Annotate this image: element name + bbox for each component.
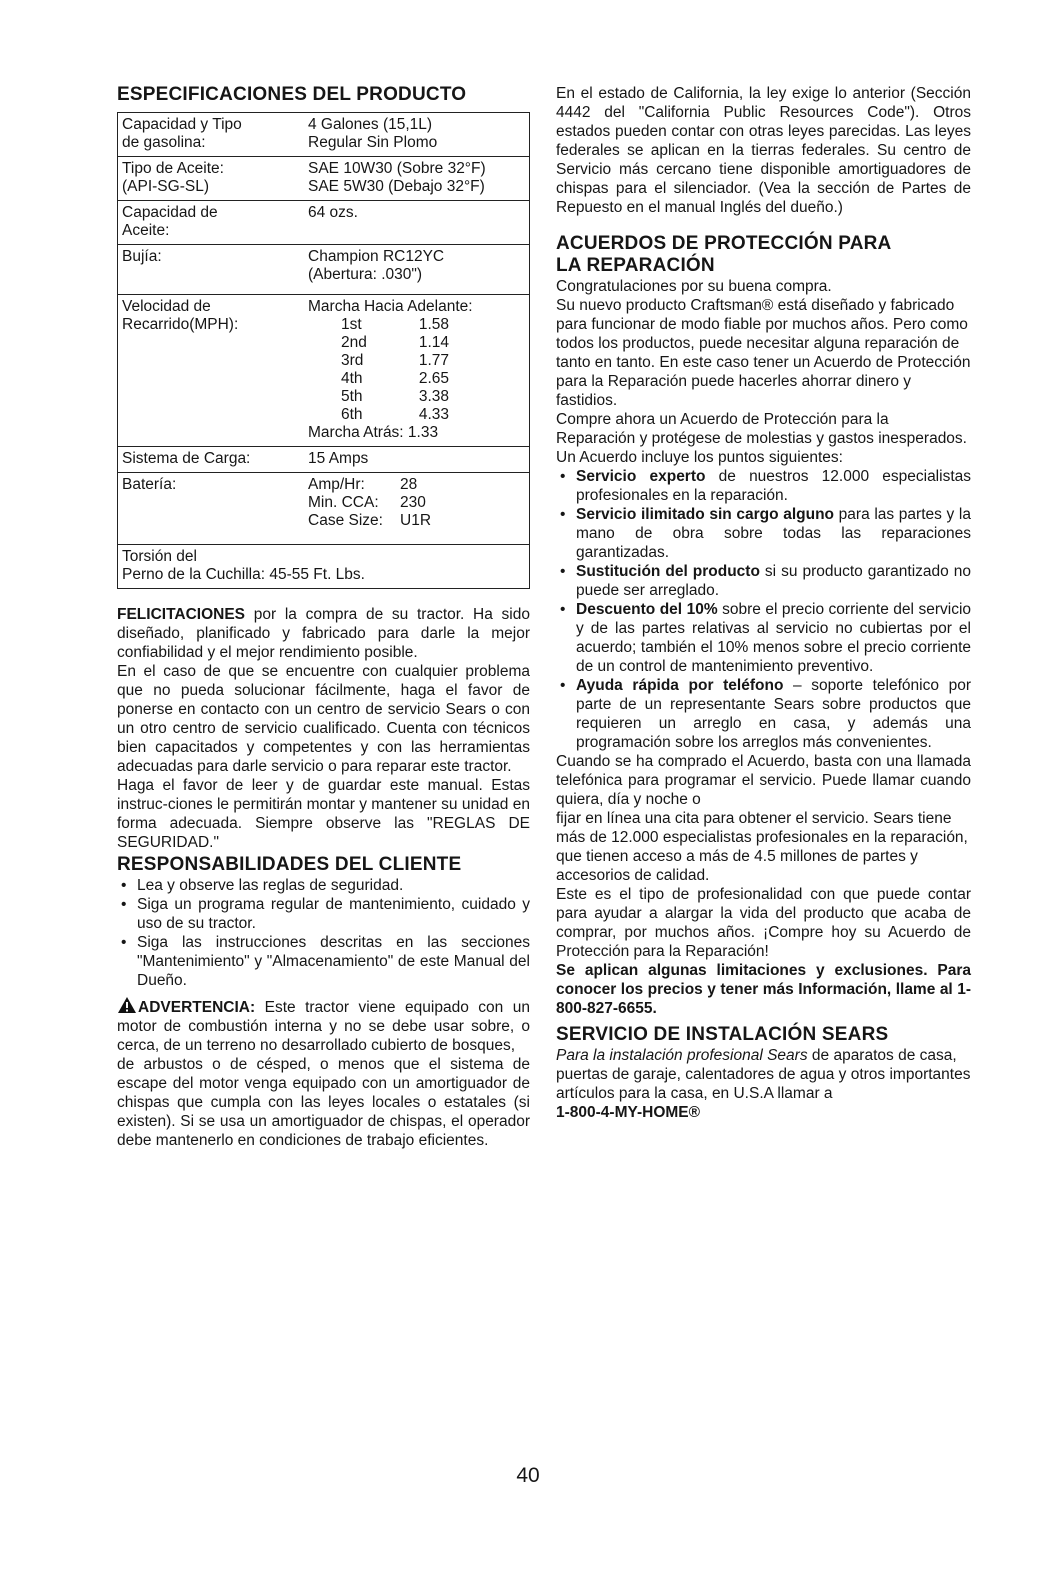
includes-line: Un Acuerdo incluye los puntos siguientes: (556, 449, 843, 466)
spec-row-battery: Batería: Amp/Hr: 28 Min. CCA: 230 Case Size: U1R (118, 473, 530, 545)
spec-row-speed: Velocidad de Recarrido(MPH): Marcha Hacia Adelante: 1st 1.58 2nd 1.14 3rd 1.77 4th 2.65 5th 3.38 6th 4.33 Marcha Atrás: 1.33 (118, 295, 530, 447)
craftsman-paragraph: Su nuevo producto Craftsman® está diseñado y fabricado para funcionar de modo fiable por muchos años. Pero como todos los productos, puede necesitar alguna reparación de tanto en tanto. En este caso tener un Acuerdo de Protección para la Reparación puede hacerles ahorrar dinero y fastidios. (556, 297, 971, 409)
gear-list: 1st 1.58 2nd 1.14 3rd 1.77 4th 2.65 5th 3.38 6th 4.33 (341, 316, 449, 423)
spec-row-torque: Torsión del Perno de la Cuchilla: 45-55 Ft. Lbs. (118, 545, 530, 589)
reverse-speed: Marcha Atrás: 1.33 (308, 424, 439, 441)
list-item: • Siga un programa regular de mantenimiento, cuidado y uso de su tractor. (117, 895, 530, 933)
spec-row-spark-plug: Bujía: Champion RC12YC (Abertura: .030") (118, 245, 530, 295)
spec-row-oil-capacity: Capacidad de Aceite: 64 ozs. (118, 201, 530, 245)
spec-row-charging: Sistema de Carga: 15 Amps (118, 447, 530, 473)
spec-row-oil-type: Tipo de Aceite: (API-SG-SL) SAE 10W30 (Sobre 32°F) SAE 5W30 (Debajo 32°F) (118, 157, 530, 201)
responsibilities-title: RESPONSABILIDADES DEL CLIENTE (117, 854, 462, 875)
online-paragraph: fijar en línea una cita para obtener el servicio. Sears tiene más de 12.000 especialistas profesionales en la reparación, que tienen acceso a más de 4.5 millones de partes y accesorios de calidad. (556, 810, 968, 884)
installation-title: SERVICIO DE INSTALACIÓN SEARS (556, 1024, 889, 1045)
california-paragraph: En el estado de California, la ley exige lo anterior (Sección 4442 del "California Public Resources Code"). Otros estados pueden contar con otras leyes parecidas. Las leyes federales se aplican en la tierras federales. Su centro de Servicio más cercano tiene disponible amortiguadores de chispas para el silenciador. (Vea la sección de Partes de Repuesto en el manual Inglés del dueño.) (556, 85, 971, 216)
agreement-points (556, 467, 971, 752)
list-item: • Sustitución del producto si su producto garantizado no puede ser arreglado. (556, 562, 971, 600)
service-paragraph: En el caso de que se encuentre con cualquier problema que no pueda solucionar fácilmente, haga el favor de ponerse en contacto con un centro de servicio Sears o con un otro centro de servicio cualificado. Cuenta con técnicos bien capacitados y competentes y con las herramientas adecuadas para darle servicio o para reparar este tractor. (117, 663, 530, 775)
responsibilities-list (117, 876, 530, 990)
call-paragraph: Cuando se ha comprado el Acuerdo, basta con una llamada telefónica para programar el servicio. Puede llamar cuando quiera, día y noche o (556, 753, 971, 808)
specs-title: ESPECIFICACIONES DEL PRODUCTO (117, 84, 467, 105)
battery-specs: Amp/Hr: 28 Min. CCA: 230 Case Size: U1R (308, 476, 432, 529)
forward-speed-header: Marcha Hacia Adelante: (308, 298, 473, 315)
list-item: • Lea y observe las reglas de seguridad. (117, 876, 530, 895)
list-item: • Servicio experto de nuestros 12.000 especialistas profesionales en la reparación. (556, 467, 971, 505)
manual-paragraph: Haga el favor de leer y de guardar este manual. Estas instruc-ciones le permitirán montar y mantener su unidad en forma adecuada. Siempre observe las "REGLAS DE SEGURIDAD." (117, 777, 530, 851)
installation-paragraph: Para la instalación profesional Sears de aparatos de casa, puertas de garaje, calentadores de agua y otros importantes (556, 1047, 971, 1083)
list-item: • Siga las instrucciones descritas en las secciones "Mantenimiento" y "Almacenamiento" de este Manual del Dueño. (117, 933, 530, 990)
list-item: • Ayuda rápida por teléfono – soporte telefónico por parte de un representante Sears sobre productos que requieren un arreglo en casa, y además una programación sobre los arreglos más convenientes. (556, 676, 971, 752)
buy-now-paragraph: Compre ahora un Acuerdo de Protección para la Reparación y protégese de molestias y gastos inesperados. (556, 411, 967, 447)
warning-triangle-icon (117, 996, 137, 1014)
left-column (117, 84, 530, 1150)
list-item: • Descuento del 10% sobre el precio corriente del servicio y de las partes relativas al servicio no cubiertas por el acuerdo; también el 10% menos sobre el precio corriente de un control de mantenimiento preventivo. (556, 600, 971, 676)
installation-call-line: artículos para la casa, en U.S.A llamar a (556, 1085, 833, 1102)
professional-paragraph: Este es el tipo de profesionalidad con que puede contar para ayudar a alargar la vida del producto que acaba de comprar, por muchos años. ¡Compre hoy su Acuerdo de Protección para la Reparación! (556, 886, 971, 960)
warning-paragraph: ADVERTENCIA: Este tractor viene equipado con un motor de combustión interna y no se debe usar sobre, o cerca, de un terreno no desarrollado cubierto de bosques, (117, 996, 530, 1055)
felicitaciones-paragraph: FELICITACIONES por la compra de su tractor. Ha sido diseñado, planificado y fabricado para darle la mejor confiabilidad y el mejor rendimiento posible. (117, 606, 530, 661)
congrats-line: Congratulaciones por su buena compra. (556, 278, 832, 295)
limitations-paragraph: Se aplican algunas limitaciones y exclusiones. Para conocer los precios y tener más Información, llame al 1-800-827-6655. (556, 962, 971, 1017)
right-column (556, 84, 971, 1122)
page-number: 40 (516, 1464, 540, 1487)
spec-row-fuel: Capacidad y Tipo de gasolina: 4 Galones (15,1L) Regular Sin Plomo (118, 113, 530, 157)
specs-table (117, 112, 530, 589)
list-item: • Servicio ilimitado sin cargo alguno para las partes y la mano de obra sobre todas las reparaciones garantizadas. (556, 505, 971, 562)
installation-phone: 1-800-4-MY-HOME® (556, 1104, 701, 1121)
spark-arrester-paragraph: de arbustos o de césped, o menos que el sistema de escape del motor venga equipado con un amortiguador de chispas que cumpla con las leyes locales o estatales (si existen). Si se usa un amortiguador de chispas, el operador debe mantenerlo en condiciones de trabajo eficientes. (117, 1056, 530, 1149)
protection-title: ACUERDOS DE PROTECCIÓN PARA LA REPARACIÓN (556, 233, 892, 276)
